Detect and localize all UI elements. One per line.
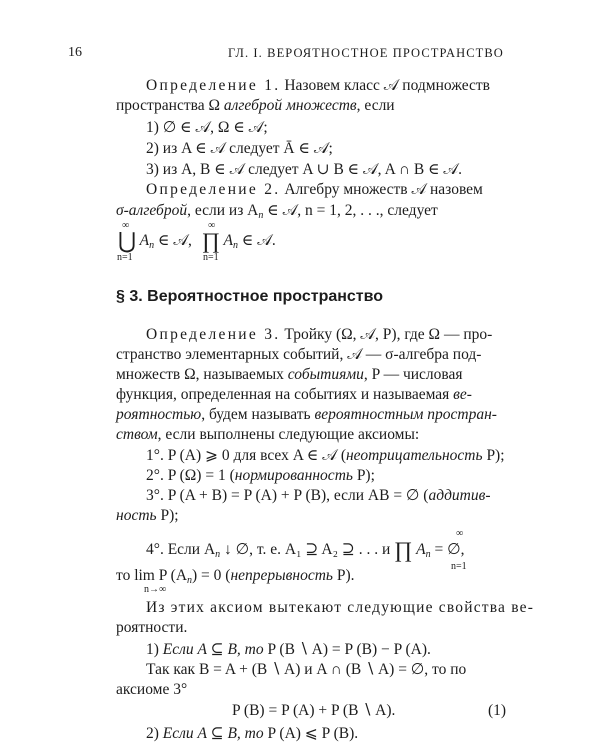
def3-line3 — [116, 365, 463, 384]
axiom-3-a: 3°. P (A + B) = P (A) + P (B), если AB = ∅ ( — [146, 487, 429, 504]
def3-line1 — [146, 325, 492, 344]
def3-term-space-start: вероятностным простран- — [314, 406, 497, 423]
axiom-3-term-end: ность — [116, 507, 157, 524]
axiom-2-term: нормированность — [234, 467, 353, 484]
def2-label: Определение 2. — [146, 181, 281, 198]
def1-item1: 1) ∅ ∈ 𝒜, Ω ∈ 𝒜; — [146, 119, 268, 136]
def2-term: σ-алгеброй — [116, 202, 188, 219]
def3-term-space-end: ством — [116, 426, 158, 443]
def3-line5 — [116, 405, 497, 424]
axiom-2 — [146, 466, 375, 485]
axiom-1-a: 1°. P (A) ⩾ 0 для всех A ∈ 𝒜 ( — [146, 447, 346, 464]
def1-term: алгеброй множеств — [223, 97, 357, 114]
axiom-4-line2-a: то lim P (A — [116, 567, 188, 584]
section-title: § 3. Вероятностное пространство — [116, 288, 384, 305]
axiom-4-sub-n2: n — [425, 549, 431, 560]
page-number: 16 — [68, 45, 82, 60]
def3-line3-b: , P — числовая — [363, 366, 463, 383]
def3-term-prob-end: роятностью — [116, 406, 202, 423]
axiom-4-line2-sub: n — [187, 575, 193, 586]
props-intro-2: роятности. — [116, 619, 188, 636]
formula-1-number: (1) — [488, 702, 507, 719]
axiom-4-a: 4°. Если A — [146, 541, 216, 558]
axiom-1-term: неотрицательность — [345, 447, 483, 464]
prop-1-proof-1: Так как B = A + (B ∖ A) и A ∩ (B ∖ A) = ∅, то по — [146, 661, 467, 678]
def3-line1-text: Тройку (Ω, 𝒜, P), где Ω — про- — [284, 326, 493, 343]
axiom-4-b: ↓ ∅, т. е. A₁ ⊇ A₂ ⊇ . . . и — [220, 541, 391, 558]
def1-line2 — [116, 96, 395, 115]
def3-term-events: событиями — [287, 366, 364, 383]
axiom-3 — [146, 486, 491, 505]
def3-label: Определение 3. — [146, 326, 281, 343]
union-upper-limit: ∞ — [122, 220, 130, 231]
axiom-4 — [146, 537, 464, 564]
axiom-3-term: аддитив- — [428, 487, 491, 504]
product-upper-limit: ∞ — [208, 220, 216, 231]
union-symbol: ⋃ — [118, 228, 137, 253]
axiom-4-line2-c: P). — [332, 567, 355, 584]
def3-line6 — [116, 425, 419, 444]
union-tail: ∈ 𝒜, — [154, 232, 192, 249]
product-sub-n: n — [232, 240, 238, 251]
axiom-4-upper-limit: ∞ — [456, 528, 464, 539]
axiom-4-c: A — [412, 541, 426, 558]
def3-line4 — [116, 385, 472, 404]
def1-item3: 3) из A, B ∈ 𝒜 следует A ∪ B ∈ 𝒜, A ∩ B ∈ 𝒜. — [146, 161, 462, 178]
prop-2 — [146, 724, 358, 743]
union-expr: A — [136, 232, 150, 249]
def1-label: Определение 1. — [146, 77, 281, 94]
prop-2-b: P (A) ⩽ P (B). — [263, 725, 359, 742]
def2-line3 — [118, 228, 276, 255]
def2-text-a: Алгебру множеств 𝒜 назовем — [280, 181, 483, 198]
prop-1-a: 1) — [146, 641, 163, 658]
def3-line3-a: множеств Ω, называемых — [116, 366, 288, 383]
def3-line6-a: , если выполнены следующие аксиомы: — [157, 426, 420, 443]
def1-item2: 2) из A ∈ 𝒜 следует Ā ∈ 𝒜; — [146, 140, 333, 157]
axiom-3-cont — [116, 506, 179, 525]
axiom-3-line2-b: P); — [156, 507, 179, 524]
union-lower-limit: n=1 — [117, 252, 133, 263]
product-lower-limit: n=1 — [203, 252, 219, 263]
union-sub-n: n — [149, 240, 155, 251]
def1-text-a: Назовем класс 𝒜 подмножеств — [280, 77, 491, 94]
props-intro-1: Из этих аксиом вытекают следующие свойства ве- — [146, 599, 535, 616]
product-tail: ∈ 𝒜. — [237, 232, 276, 249]
def3-line4-a: функция, определенная на событиях и называемая — [116, 386, 454, 403]
formula-1: P (B) = P (A) + P (B ∖ A). — [232, 702, 396, 719]
axiom-2-a: 2°. P (Ω) = 1 ( — [146, 467, 235, 484]
def2-text-b: , если из A — [187, 202, 259, 219]
axiom-4-term: непрерывность — [230, 567, 333, 584]
running-title: ГЛ. I. ВЕРОЯТНОСТНОЕ ПРОСТРАНСТВО — [228, 46, 504, 60]
prop-1-term: Если A ⊆ B, то — [162, 641, 264, 658]
product-symbol: ∏ — [201, 228, 220, 253]
def1-text-c: , если — [356, 97, 395, 114]
def3-term-prob-start: ве- — [453, 386, 472, 403]
axiom-2-b: P); — [352, 467, 375, 484]
prop-1 — [146, 640, 431, 659]
prop-1-b: P (B ∖ A) = P (B) − P (A). — [263, 641, 431, 658]
axiom-4-line2-b: ) = 0 ( — [192, 567, 231, 584]
def2-text-c: ∈ 𝒜, n = 1, 2, . . ., следует — [263, 202, 438, 219]
axiom-4-product-symbol: ∏ — [394, 537, 413, 562]
prop-1-proof-2: аксиоме 3° — [116, 681, 188, 698]
prop-2-a: 2) — [146, 725, 163, 742]
axiom-4-sub-n: n — [215, 549, 221, 560]
axiom-1-b: P); — [482, 447, 505, 464]
product-expr: A — [219, 232, 233, 249]
def2-line2 — [116, 201, 438, 225]
def3-line2: странство элементарных событий, 𝒜 — σ-алгебра под- — [116, 346, 482, 363]
prop-2-term: Если A ⊆ B, то — [162, 725, 264, 742]
def2-line1 — [146, 180, 483, 199]
axiom-1 — [146, 446, 505, 465]
axiom-4-lower-limit: n=1 — [451, 561, 467, 572]
lim-subscript: n→∞ — [144, 584, 167, 595]
def1-line1 — [146, 76, 490, 95]
def1-text-b: пространства Ω — [116, 97, 224, 114]
def2-sub-n: n — [258, 210, 264, 221]
def3-line5-a: , будем называть — [201, 406, 315, 423]
axiom-4-d: = ∅, — [430, 541, 465, 558]
